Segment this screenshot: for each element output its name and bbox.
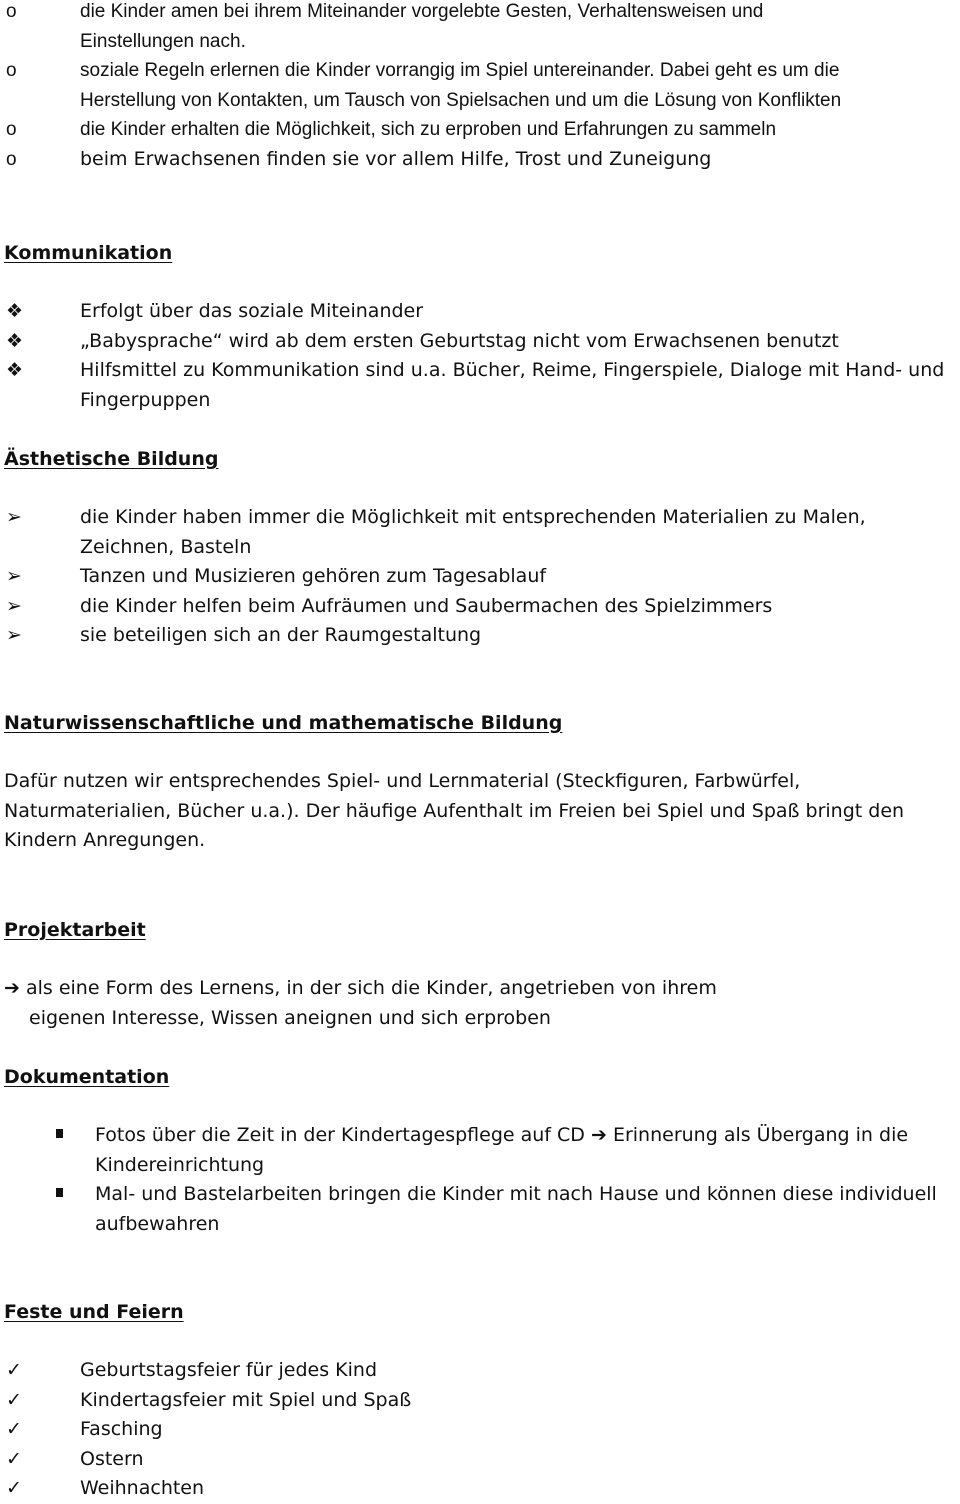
- natur-paragraph: [4, 767, 954, 856]
- list-item: [0, 56, 960, 86]
- section-heading-dokumentation: Dokumentation: [4, 1066, 170, 1088]
- list-item-text: Tanzen und Musizieren gehören zum Tagesablauf: [80, 565, 547, 587]
- arrow-right-icon: ➔: [4, 977, 20, 999]
- list-item: [0, 115, 960, 145]
- check-bullet-icon: ✓: [6, 1447, 22, 1470]
- doku-list: [0, 1121, 960, 1239]
- paragraph-line: eigenen Interesse, Wissen aneignen und sich erproben: [29, 1006, 551, 1029]
- list-item-continuation: [0, 1151, 960, 1181]
- list-item-continuation: [0, 386, 960, 416]
- section-heading-aesthetische-bildung: Ästhetische Bildung: [4, 448, 219, 470]
- circle-bullet-icon: o: [6, 119, 17, 140]
- list-item: [0, 1474, 960, 1504]
- list-item-text: soziale Regeln erlernen die Kinder vorrangig im Spiel untereinander. Dabei geht es um die: [80, 60, 840, 81]
- section-heading-projektarbeit: Projektarbeit: [4, 919, 146, 941]
- list-item-text: Hilfsmittel zu Kommunikation sind u.a. Bücher, Reime, Fingerspiele, Dialoge mit Hand- und: [80, 359, 945, 381]
- square-bullet-icon: [56, 1180, 80, 1210]
- list-item: [0, 327, 960, 357]
- list-item-continuation: [0, 86, 960, 116]
- list-item-continuation: [0, 533, 960, 563]
- list-item-text: [95, 1121, 908, 1151]
- list-item: [0, 592, 960, 622]
- circle-bullet-icon: o: [6, 1, 17, 22]
- section-heading-feste-und-feiern: Feste und Feiern: [4, 1301, 184, 1323]
- aesthetik-list: [0, 503, 960, 651]
- list-item-text: Fingerpuppen: [80, 388, 211, 411]
- list-item-text: Einstellungen nach.: [80, 30, 246, 52]
- list-item: [0, 1356, 960, 1386]
- list-item-text: Geburtstagsfeier für jedes Kind: [80, 1359, 378, 1381]
- arrowhead-bullet-icon: ➢: [6, 594, 22, 617]
- list-item-continuation: [0, 1210, 960, 1240]
- list-item: [0, 356, 960, 386]
- paragraph-line: Dafür nutzen wir entsprechendes Spiel- und Lernmaterial (Steckfiguren, Farbwürfel,: [4, 770, 801, 792]
- paragraph-line: Naturmaterialien, Bücher u.a.). Der häufige Aufenthalt im Freien bei Spiel und Spaß bringt den: [4, 799, 905, 822]
- check-bullet-icon: ✓: [6, 1477, 22, 1499]
- check-bullet-icon: ✓: [6, 1418, 22, 1440]
- list-item-text: Mal- und Bastelarbeiten bringen die Kinder mit nach Hause und können diese individuell: [95, 1183, 937, 1205]
- arrowhead-bullet-icon: ➢: [6, 506, 22, 528]
- list-item-continuation: [0, 27, 960, 57]
- paragraph-line: [4, 974, 954, 1004]
- list-item-text: die Kinder amen bei ihrem Miteinander vorgelebte Gesten, Verhaltensweisen und: [80, 1, 764, 22]
- list-item-text: Herstellung von Kontakten, um Tausch von Spielsachen und um die Lösung von Konflikten: [80, 89, 842, 111]
- list-item: [0, 1180, 960, 1210]
- check-bullet-icon: ✓: [6, 1359, 22, 1381]
- diamond-bullet-icon: ❖: [6, 329, 24, 352]
- paragraph-text: als eine Form des Lernens, in der sich die Kinder, angetrieben von ihrem: [25, 977, 717, 999]
- list-item-text: Erfolgt über das soziale Miteinander: [80, 300, 424, 322]
- paragraph-line: Kindern Anregungen.: [4, 829, 206, 851]
- diamond-bullet-icon: ❖: [6, 359, 24, 381]
- section-heading-naturwissenschaft: Naturwissenschaftliche und mathematische Bildung: [4, 712, 563, 734]
- list-item: [0, 0, 960, 27]
- list-item-text-part: Fotos über die Zeit in der Kindertagespflege auf CD: [95, 1124, 585, 1146]
- list-item: [0, 503, 960, 533]
- list-item: [0, 1445, 960, 1475]
- list-item: [0, 621, 960, 651]
- arrow-right-icon: ➔: [590, 1124, 607, 1146]
- circle-bullet-icon: o: [6, 60, 17, 81]
- list-item: [0, 297, 960, 327]
- list-item-text: beim Erwachsenen finden sie vor allem Hilfe, Trost und Zuneigung: [80, 147, 712, 170]
- section-heading-kommunikation: Kommunikation: [4, 242, 173, 264]
- list-item-text: aufbewahren: [95, 1212, 220, 1235]
- list-item-text: Ostern: [80, 1447, 144, 1470]
- list-item-text: Kindertagsfeier mit Spiel und Spaß: [80, 1388, 412, 1411]
- list-item-text: Zeichnen, Basteln: [80, 535, 252, 558]
- list-item-text: Kindereinrichtung: [95, 1153, 265, 1176]
- check-bullet-icon: ✓: [6, 1388, 22, 1411]
- list-item-text: sie beteiligen sich an der Raumgestaltung: [80, 624, 482, 646]
- list-item-text-part: Erinnerung als Übergang in die: [612, 1124, 909, 1146]
- diamond-bullet-icon: ❖: [6, 300, 24, 322]
- list-item: [0, 562, 960, 592]
- list-item-text: Weihnachten: [80, 1477, 205, 1499]
- square-bullet-icon: [56, 1121, 80, 1151]
- list-item-text: die Kinder helfen beim Aufräumen und Saubermachen des Spielzimmers: [80, 594, 773, 617]
- feste-list: [0, 1356, 960, 1504]
- list-item: [0, 145, 960, 175]
- list-item-text: „Babysprache“ wird ab dem ersten Geburtstag nicht vom Erwachsenen benutzt: [80, 329, 839, 352]
- list-item: [0, 1121, 960, 1151]
- intro-list: [0, 0, 960, 174]
- projekt-paragraph: [4, 974, 954, 1033]
- list-item-text: die Kinder haben immer die Möglichkeit mit entsprechenden Materialien zu Malen,: [80, 506, 866, 528]
- list-item: [0, 1415, 960, 1445]
- list-item: [0, 1386, 960, 1416]
- circle-bullet-icon: o: [6, 148, 17, 170]
- kommunikation-list: [0, 297, 960, 415]
- arrowhead-bullet-icon: ➢: [6, 624, 22, 646]
- arrowhead-bullet-icon: ➢: [6, 565, 22, 587]
- list-item-text: Fasching: [80, 1418, 163, 1440]
- list-item-text: die Kinder erhalten die Möglichkeit, sich zu erproben und Erfahrungen zu sammeln: [80, 119, 777, 140]
